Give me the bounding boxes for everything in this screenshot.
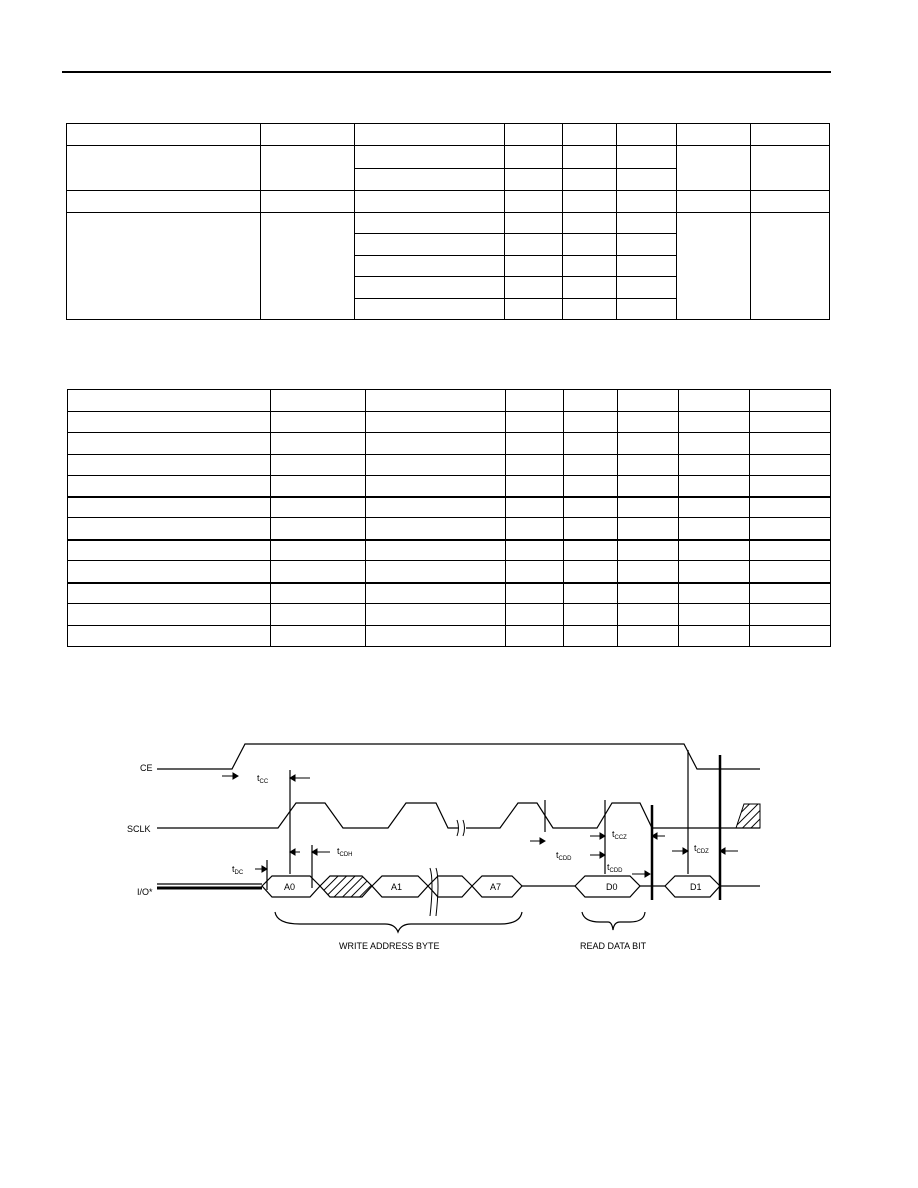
write-brace [275, 912, 522, 932]
table-row [68, 412, 831, 433]
arrowhead [290, 775, 295, 781]
ce-waveform [157, 744, 760, 769]
a0-cell-label: A0 [284, 882, 296, 892]
ac-characteristics-table [67, 389, 831, 647]
tcdh-label: $t_{CDH}$ [337, 846, 353, 858]
read-data-bit-label: READ DATA BIT [580, 941, 647, 951]
table-row [68, 433, 831, 455]
ce-signal-label: CE [140, 763, 153, 773]
arrowhead [233, 773, 238, 779]
sclk-signal-label: SCLK [127, 824, 151, 834]
sclk-waveform-b [466, 803, 760, 828]
arrowhead [683, 848, 688, 854]
table-row [67, 191, 830, 213]
sclk-waveform-a [157, 803, 458, 828]
table-row [67, 213, 830, 234]
arrowhead [540, 838, 545, 844]
electrical-characteristics-table [66, 123, 830, 320]
table-row [67, 146, 830, 169]
tcdd-label: $t_{CDD}$ [556, 850, 572, 862]
tcdz-label: $t_{CDZ}$ [694, 843, 709, 855]
read-brace [582, 912, 645, 930]
io-cell-hatched [320, 876, 372, 897]
table-row [68, 540, 831, 561]
table-row [68, 604, 831, 626]
table-row [68, 561, 831, 583]
arrowhead [312, 849, 317, 855]
tccz-label: $t_{CCZ}$ [612, 829, 627, 841]
d1-cell-label: D1 [690, 882, 702, 892]
arrowhead [290, 849, 295, 855]
table-row [68, 626, 831, 647]
io-break-mark-2 [436, 868, 438, 916]
tcdd2-label: $t_{CDD}$ [607, 862, 623, 874]
io-signal-label: I/O* [137, 887, 153, 897]
table-row [68, 476, 831, 497]
table-row [68, 455, 831, 476]
read-timing-diagram [0, 720, 918, 960]
arrowhead [262, 866, 267, 872]
arrowhead [600, 833, 605, 839]
header-rule [62, 71, 831, 73]
table-row [68, 497, 831, 518]
sclk-hatch [736, 804, 760, 828]
table-header-row [67, 124, 830, 146]
io-break-mark-1 [430, 868, 432, 916]
sclk-break-mark-2 [463, 820, 465, 836]
arrowhead [600, 852, 605, 858]
a1-cell-label: A1 [391, 882, 403, 892]
table-row [68, 518, 831, 540]
table-row [68, 583, 831, 604]
table-header-row [68, 390, 831, 412]
d0-cell-label: D0 [606, 882, 618, 892]
tdc-label: $t_{DC}$ [232, 864, 244, 876]
io-cell-gap [428, 876, 472, 897]
arrowhead [645, 871, 650, 877]
tcc-label: $t_{CC}$ [257, 773, 269, 785]
a7-cell-label: A7 [490, 882, 502, 892]
write-address-byte-label: WRITE ADDRESS BYTE [339, 941, 440, 951]
